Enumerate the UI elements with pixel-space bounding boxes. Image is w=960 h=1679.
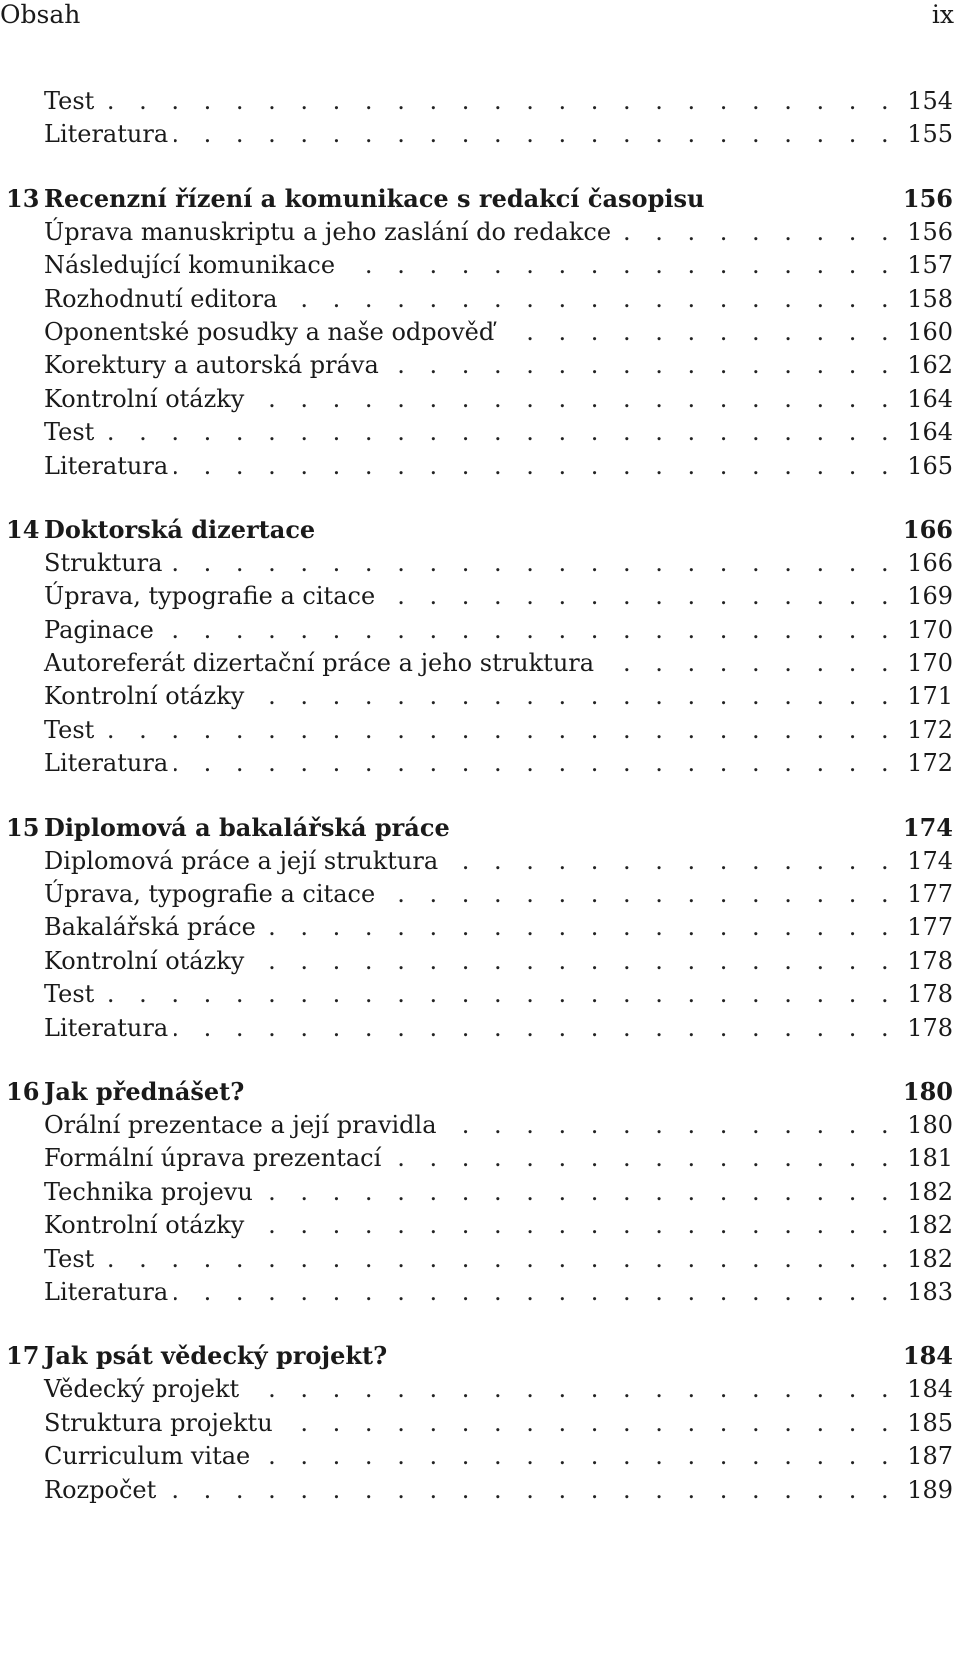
entry-title: Literatura [44, 1013, 169, 1042]
chapter-heading[interactable] [0, 1339, 960, 1373]
entry-page-number: 171 [907, 682, 953, 711]
toc-entry[interactable] [0, 216, 960, 249]
dot-leader [250, 1209, 897, 1242]
dot-leader [500, 316, 897, 349]
entry-title: Test [44, 715, 95, 744]
dot-leader [341, 249, 897, 282]
toc-entry[interactable] [0, 845, 960, 878]
toc-entry[interactable] [0, 349, 960, 382]
table-of-contents [0, 85, 960, 1507]
entry-title: Korektury a autorská práva [44, 351, 379, 380]
chapter-title: Doktorská dizertace [44, 514, 316, 544]
entry-page-number: 187 [907, 1442, 953, 1471]
entry-page-number: 178 [907, 1013, 953, 1042]
page-header [0, 0, 960, 34]
entry-title: Test [44, 1244, 95, 1273]
chapter-title: Recenzní řízení a komunikace s redakcí časopisu [44, 183, 705, 213]
toc-entry[interactable] [0, 945, 960, 978]
entry-page-number: 177 [907, 913, 953, 942]
entry-title: Literatura [44, 120, 169, 149]
toc-entry[interactable] [0, 450, 960, 483]
chapter-page-number: 156 [902, 183, 953, 213]
toc-entry[interactable] [0, 911, 960, 944]
dot-leader [100, 1243, 897, 1276]
entry-page-number: 182 [907, 1177, 953, 1206]
dot-leader [168, 547, 897, 580]
entry-title: Rozhodnutí editora [44, 284, 278, 313]
dot-leader [250, 383, 897, 416]
dot-leader [160, 614, 897, 647]
entry-page-number: 182 [907, 1244, 953, 1273]
toc-entry[interactable] [0, 1276, 960, 1309]
entry-title: Vědecký projekt [44, 1375, 240, 1404]
entry-title: Formální úprava prezentací [44, 1144, 382, 1173]
dot-leader [174, 1012, 897, 1045]
entry-title: Orální prezentace a její pravidla [44, 1110, 437, 1139]
toc-entry[interactable] [0, 978, 960, 1011]
dot-leader [100, 978, 897, 1011]
entry-title: Rozpočet [44, 1475, 157, 1504]
entry-page-number: 158 [907, 284, 953, 313]
chapter-number: 13 [6, 183, 40, 213]
toc-section [0, 811, 960, 1045]
dot-leader [174, 450, 897, 483]
dot-leader [600, 647, 897, 680]
toc-entry[interactable] [0, 118, 960, 151]
dot-leader [174, 118, 897, 151]
entry-title: Test [44, 418, 95, 447]
entry-title: Bakalářská práce [44, 913, 256, 942]
dot-leader [279, 1407, 898, 1440]
entry-title: Test [44, 980, 95, 1009]
dot-leader [174, 1276, 897, 1309]
entry-page-number: 178 [907, 946, 953, 975]
dot-leader [256, 1440, 897, 1473]
entry-title: Literatura [44, 749, 169, 778]
entry-title: Curriculum vitae [44, 1442, 251, 1471]
entry-page-number: 166 [907, 548, 953, 577]
entry-title: Literatura [44, 1277, 169, 1306]
toc-entry[interactable] [0, 878, 960, 911]
dot-leader [259, 1176, 897, 1209]
entry-page-number: 174 [907, 846, 953, 875]
entry-page-number: 183 [907, 1277, 953, 1306]
entry-title: Kontrolní otázky [44, 682, 245, 711]
chapter-number: 15 [6, 812, 40, 842]
dot-leader [250, 945, 897, 978]
entry-page-number: 172 [907, 749, 953, 778]
entry-title: Kontrolní otázky [44, 1211, 245, 1240]
entry-page-number: 185 [907, 1408, 953, 1437]
dot-leader [100, 85, 897, 118]
toc-entry[interactable] [0, 580, 960, 613]
toc-entry[interactable] [0, 1176, 960, 1209]
chapter-heading[interactable] [0, 1075, 960, 1109]
chapter-title: Diplomová a bakalářská práce [44, 812, 450, 842]
dot-leader [381, 580, 897, 613]
entry-title: Paginace [44, 615, 154, 644]
toc-entry[interactable] [0, 283, 960, 316]
entry-page-number: 178 [907, 980, 953, 1009]
entry-page-number: 169 [907, 582, 953, 611]
toc-entry[interactable] [0, 1474, 960, 1507]
dot-leader [387, 1142, 897, 1175]
toc-entry[interactable] [0, 383, 960, 416]
toc-section [0, 182, 960, 483]
entry-page-number: 156 [907, 217, 953, 246]
toc-entry[interactable] [0, 1243, 960, 1276]
dot-leader [262, 911, 897, 944]
dot-leader [617, 216, 897, 249]
toc-entry[interactable] [0, 680, 960, 713]
entry-title: Úprava manuskriptu a jeho zaslání do redakce [44, 217, 612, 246]
toc-entry[interactable] [0, 416, 960, 449]
chapter-title: Jak psát vědecký projekt? [44, 1341, 388, 1371]
chapter-page-number: 174 [902, 812, 953, 842]
chapter-page-number: 180 [902, 1076, 953, 1106]
entry-page-number: 157 [907, 251, 953, 280]
entry-title: Oponentské posudky a naše odpověď [44, 317, 495, 346]
entry-page-number: 154 [907, 87, 953, 115]
toc-entry[interactable] [0, 85, 960, 118]
dot-leader [100, 714, 897, 747]
entry-page-number: 164 [907, 384, 953, 413]
entry-page-number: 177 [907, 880, 953, 909]
chapter-heading[interactable] [0, 811, 960, 845]
entry-title: Úprava, typografie a citace [44, 880, 376, 909]
toc-entry[interactable] [0, 1440, 960, 1473]
entry-title: Technika projevu [44, 1177, 253, 1206]
toc-section [0, 85, 960, 152]
chapter-number: 16 [6, 1076, 40, 1106]
dot-leader [245, 1373, 897, 1406]
toc-entry[interactable] [0, 1209, 960, 1242]
entry-title: Kontrolní otázky [44, 384, 245, 413]
toc-entry[interactable] [0, 249, 960, 282]
dot-leader [174, 747, 897, 780]
toc-entry[interactable] [0, 547, 960, 580]
dot-leader [100, 416, 897, 449]
entry-page-number: 172 [907, 715, 953, 744]
entry-page-number: 164 [907, 418, 953, 447]
entry-title: Následující komunikace [44, 251, 336, 280]
entry-page-number: 180 [907, 1110, 953, 1139]
toc-section [0, 1075, 960, 1309]
entry-page-number: 184 [907, 1375, 953, 1404]
dot-leader [443, 1109, 898, 1142]
entry-page-number: 160 [907, 317, 953, 346]
entry-page-number: 181 [907, 1144, 953, 1173]
entry-page-number: 162 [907, 351, 953, 380]
entry-title: Struktura [44, 548, 163, 577]
dot-leader [162, 1474, 897, 1507]
entry-page-number: 170 [907, 649, 953, 678]
dot-leader [444, 845, 897, 878]
entry-page-number: 155 [907, 120, 953, 149]
chapter-number: 17 [6, 1341, 40, 1371]
toc-entry[interactable] [0, 1142, 960, 1175]
entry-title: Kontrolní otázky [44, 946, 245, 975]
entry-title: Test [44, 87, 95, 115]
toc-entry[interactable] [0, 316, 960, 349]
entry-page-number: 170 [907, 615, 953, 644]
toc-entry[interactable] [0, 1407, 960, 1440]
toc-entry[interactable] [0, 1373, 960, 1406]
entry-title: Autoreferát dizertační práce a jeho struktura [44, 649, 595, 678]
chapter-heading[interactable] [0, 513, 960, 547]
dot-leader [381, 878, 897, 911]
chapter-heading[interactable] [0, 182, 960, 216]
entry-title: Diplomová práce a její struktura [44, 846, 439, 875]
dot-leader [250, 680, 897, 713]
chapter-page-number: 166 [902, 514, 953, 544]
chapter-page-number: 184 [902, 1341, 953, 1371]
toc-entry[interactable] [0, 647, 960, 680]
chapter-number: 14 [6, 514, 40, 544]
toc-entry[interactable] [0, 1109, 960, 1142]
toc-entry[interactable] [0, 747, 960, 780]
dot-leader [283, 283, 897, 316]
toc-section [0, 1339, 960, 1507]
toc-entry[interactable] [0, 614, 960, 647]
entry-title: Literatura [44, 451, 169, 480]
entry-title: Struktura projektu [44, 1408, 273, 1437]
toc-entry[interactable] [0, 714, 960, 747]
toc-section [0, 513, 960, 781]
entry-page-number: 165 [907, 451, 953, 480]
dot-leader [385, 349, 897, 382]
page-number: ix [931, 0, 954, 29]
running-header-title: Obsah [0, 0, 81, 29]
entry-page-number: 189 [907, 1475, 953, 1504]
chapter-title: Jak přednášet? [44, 1076, 245, 1106]
entry-page-number: 182 [907, 1211, 953, 1240]
toc-entry[interactable] [0, 1012, 960, 1045]
entry-title: Úprava, typografie a citace [44, 582, 376, 611]
